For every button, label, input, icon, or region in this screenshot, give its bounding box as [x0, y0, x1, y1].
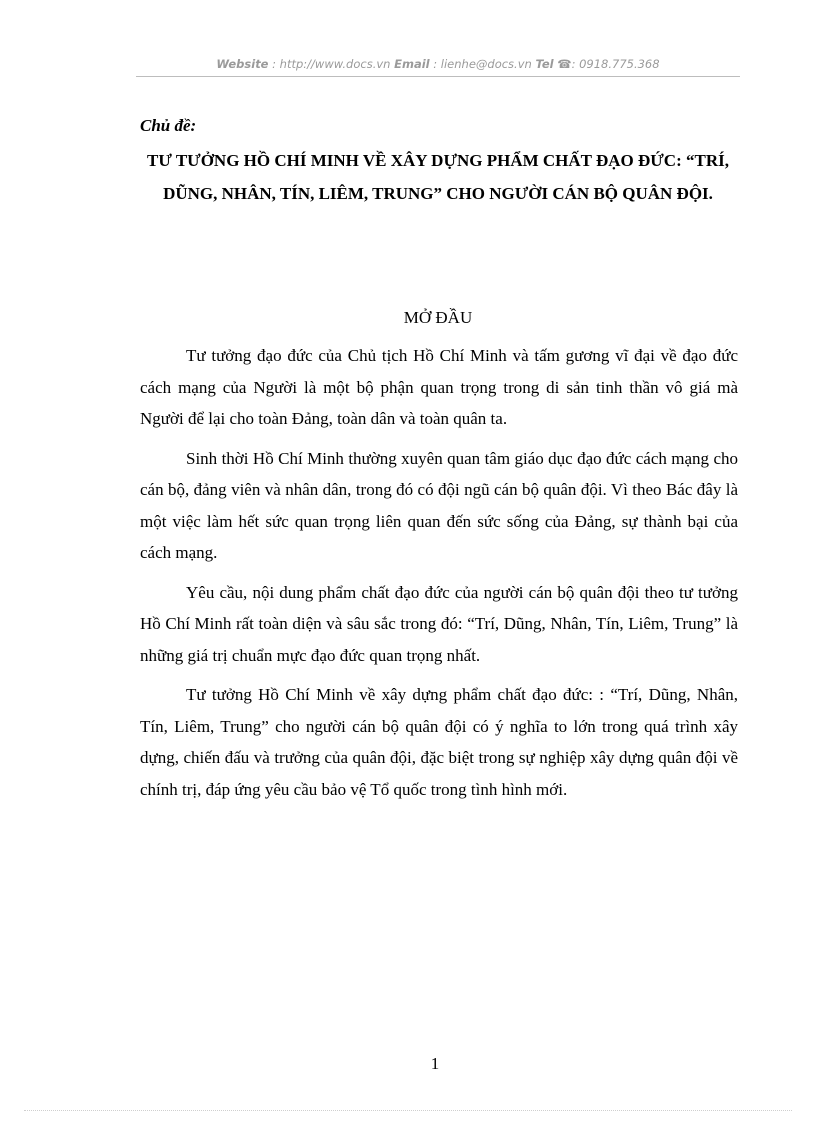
body-text: [140, 340, 738, 813]
footer-divider: [24, 1110, 792, 1111]
paragraph: Tư tưởng đạo đức của Chủ tịch Hồ Chí Minh và tấm gương vĩ đại về đạo đức cách mạng của Người là một bộ phận quan trọng trong di sản tinh thần vô giá mà Người để lại cho toàn Đảng, toàn dân và toàn quân ta.: [140, 346, 738, 428]
email-value: : lienhe@docs.vn: [433, 57, 532, 71]
document-title: TƯ TƯỞNG HỒ CHÍ MINH VỀ XÂY DỰNG PHẨM CHẤT ĐẠO ĐỨC: “TRÍ, DŨNG, NHÂN, TÍN, LIÊM, TRUNG” CHO NGƯỜI CÁN BỘ QUÂN ĐỘI.: [147, 151, 729, 203]
paragraph: Sinh thời Hồ Chí Minh thường xuyên quan tâm giáo dục đạo đức cách mạng cho cán bộ, đảng viên và nhân dân, trong đó có đội ngũ cán bộ quân đội. Vì theo Bác đây là một việc làm hết sức quan trọng liên quan đến sức sống của Đảng, sự thành bại của cách mạng.: [140, 448, 738, 562]
phone-icon: ☎: [557, 57, 572, 71]
website-value: : http://www.docs.vn: [272, 57, 391, 71]
section-heading: MỞ ĐẦU: [403, 308, 473, 327]
header-divider: [136, 76, 740, 77]
tel-value: : 0918.775.368: [571, 57, 660, 71]
email-label: Email: [394, 57, 430, 71]
website-label: Website: [216, 57, 269, 71]
paragraph: Tư tưởng Hồ Chí Minh về xây dựng phẩm chất đạo đức: : “Trí, Dũng, Nhân, Tín, Liêm, Trung” cho người cán bộ quân đội có ý nghĩa to lớn trong quá trình xây dựng, chiến đấu và trưởng của quân đội, đặc biệt trong sự nghiệp xây dựng quân đội về chính trị, đáp ứng yêu cầu bảo vệ Tổ quốc trong tình hình mới.: [140, 685, 738, 799]
topic-label: Chủ đề:: [140, 116, 197, 135]
page-header: [136, 57, 740, 71]
page-number: 1: [430, 1054, 440, 1073]
tel-label: Tel: [535, 57, 554, 71]
paragraph: Yêu cầu, nội dung phẩm chất đạo đức của người cán bộ quân đội theo tư tưởng Hồ Chí Minh rất toàn diện và sâu sắc trong đó: “Trí, Dũng, Nhân, Tín, Liêm, Trung” là những giá trị chuẩn mực đạo đức quan trọng nhất.: [140, 582, 738, 665]
